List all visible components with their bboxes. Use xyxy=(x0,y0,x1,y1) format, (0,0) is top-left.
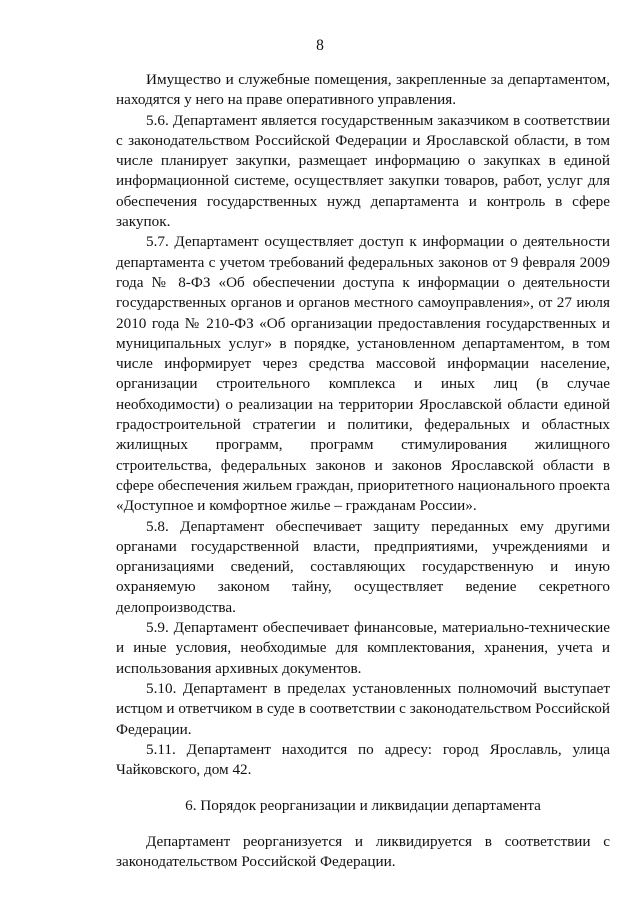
paragraph-5-11: 5.11. Департамент находится по адресу: город Ярославль, улица Чайковского, дом 42. xyxy=(116,740,610,779)
paragraph-5-8: 5.8. Департамент обеспечивает защиту переданных ему другими органами государственной власти, предприятиями, учреждениями и организациями сведений, составляющих государственную и иную охраняемую законом тайну, осуществляет ведение секретного делопроизводства. xyxy=(116,517,610,616)
paragraph-5-9: 5.9. Департамент обеспечивает финансовые, материально-технические и иные условия, необходимые для комплектования, хранения, учета и использования архивных документов. xyxy=(116,619,610,677)
paragraph-5-7: 5.7. Департамент осуществляет доступ к информации о деятельности департамента с учетом требований федеральных законов от 9 февраля 2009 года № 8-ФЗ «Об обеспечении доступа к информации о деятельности государственных органов и органов местного самоуправления», от 27 июля 2010 года № 210-ФЗ «Об организации предоставления государственных и муниципальных услуг» в порядке, установленном департаментом, в том числе информирует через средства массовой информации население, организации строительного комплекса и иных лиц (в случае необходимости) о реализации на территории Ярославской области единой градостроительной стратегии и политики, федеральных и областных жилищных программ, программ стимулирования жилищного строительства, федеральных законов и законов Ярославской области в сфере обеспечения жильем граждан, приоритетного национального проекта «Доступное и комфортное жилье – гражданам России». xyxy=(116,233,610,515)
paragraph-5-6: 5.6. Департамент является государственным заказчиком в соответствии с законодательством Российской Федерации и Ярославской области, в том числе планирует закупки, размещает информацию о закупках в единой информационной системе, осуществляет закупки товаров, работ, услуг для обеспечения государственных нужд департамента и контроль в сфере закупок. xyxy=(116,111,610,231)
paragraph-property: Имущество и служебные помещения, закрепленные за департаментом, находятся у него на праве оперативного управления. xyxy=(116,71,610,109)
section-heading: 6. Порядок реорганизации и ликвидации департамента xyxy=(185,797,541,815)
closing-paragraph: Департамент реорганизуется и ликвидируется в соответствии с законодательством Российской Федерации. xyxy=(116,832,610,870)
page-number: 8 xyxy=(316,37,324,54)
paragraph-5-10: 5.10. Департамент в пределах установленных полномочий выступает истцом и ответчиком в суде в соответствии с законодательством Российской Федерации. xyxy=(116,679,610,738)
document-body xyxy=(116,70,610,872)
